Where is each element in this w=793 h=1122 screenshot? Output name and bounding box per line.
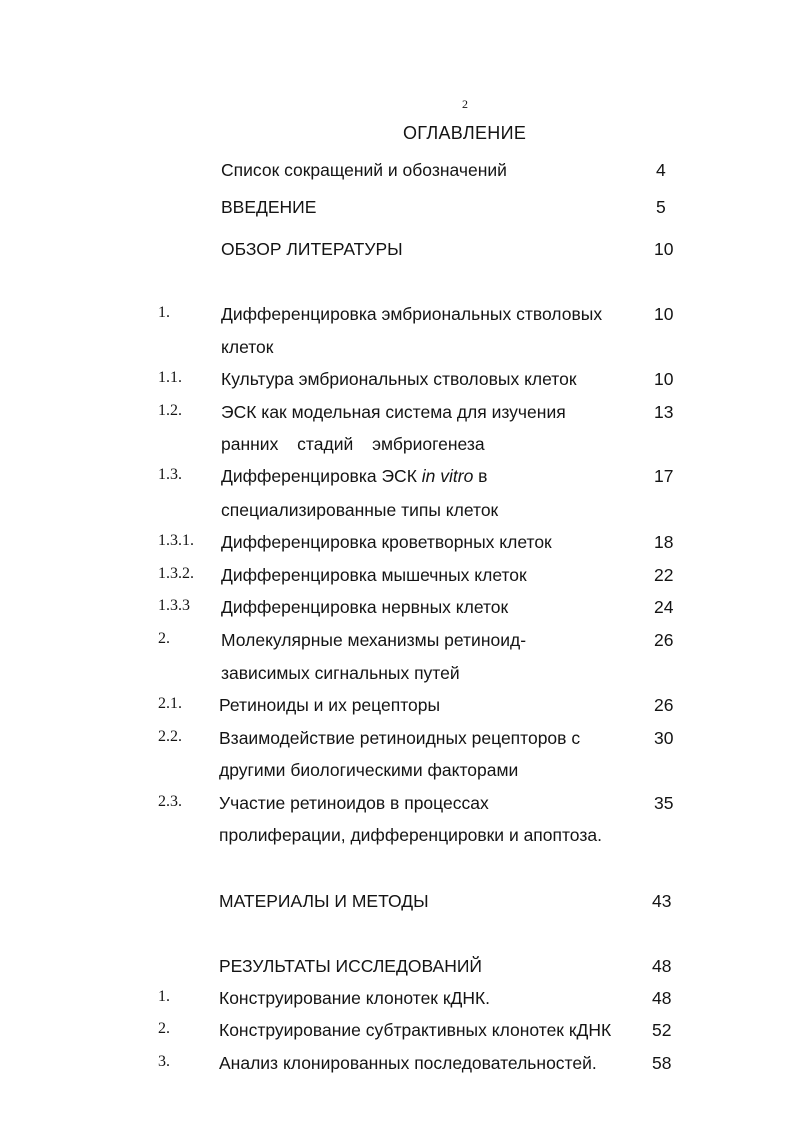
toc-entry-title-line2: пролиферации, дифференцировки и апоптоза. xyxy=(219,825,602,845)
toc-entry-title: Дифференцировка мышечных клеток xyxy=(221,565,527,585)
toc-entry-title-part: Дифференцировка ЭСК xyxy=(221,466,422,486)
toc-entry-number: 1.3.2. xyxy=(158,565,194,582)
toc-entry xyxy=(0,597,793,623)
toc-entry-page: 10 xyxy=(654,239,674,259)
toc-entry-continuation xyxy=(0,760,793,786)
toc-entry-page: 10 xyxy=(654,304,674,324)
toc-entry-number: 2. xyxy=(158,630,170,647)
toc-entry-title: РЕЗУЛЬТАТЫ ИССЛЕДОВАНИЙ xyxy=(219,956,482,976)
toc-entry xyxy=(0,304,793,330)
toc-entry xyxy=(0,466,793,492)
toc-entry xyxy=(0,197,793,223)
toc-entry-title-line2: клеток xyxy=(221,337,274,357)
toc-entry-title: ЭСК как модельная система для изучения xyxy=(221,402,566,422)
toc-entry-title-line2: специализированные типы клеток xyxy=(221,500,499,520)
toc-entry xyxy=(0,891,793,917)
toc-entry-number: 1.2. xyxy=(158,402,182,419)
toc-entry-title: Список сокращений и обозначений xyxy=(221,160,507,180)
toc-entry-page: 52 xyxy=(652,1020,672,1040)
toc-entry-title-italic: in vitro xyxy=(421,466,474,486)
toc-entry xyxy=(0,988,793,1014)
toc-entry-page: 13 xyxy=(654,402,674,422)
page-number: 2 xyxy=(462,97,468,111)
toc-entry-continuation xyxy=(0,500,793,526)
toc-entry-page: 58 xyxy=(652,1053,672,1073)
toc-entry-continuation xyxy=(0,337,793,363)
toc-entry-continuation xyxy=(0,663,793,689)
toc-entry-title: Участие ретиноидов в процессах xyxy=(219,793,489,813)
toc-entry-title: Ретиноиды и их рецепторы xyxy=(219,695,441,715)
toc-entry-title-line2: зависимых сигнальных путей xyxy=(221,663,460,683)
toc-entry-continuation xyxy=(0,434,793,460)
toc-entry xyxy=(0,728,793,754)
toc-heading: ОГЛАВЛЕНИЕ xyxy=(403,123,527,143)
toc-entry-page: 17 xyxy=(654,466,674,486)
toc-entry-number: 1.1. xyxy=(158,369,182,386)
toc-entry-title: Дифференцировка кроветворных клеток xyxy=(221,532,552,552)
toc-entry-number: 2.3. xyxy=(158,793,182,810)
toc-entry-page: 48 xyxy=(652,988,672,1008)
toc-entry xyxy=(0,239,793,265)
toc-entry-title: Анализ клонированных последовательностей. xyxy=(219,1053,597,1073)
toc-entry-number: 1.3. xyxy=(158,466,182,483)
toc-entry-number: 2.2. xyxy=(158,728,182,745)
toc-entry-title: МАТЕРИАЛЫ И МЕТОДЫ xyxy=(219,891,429,911)
toc-entry-page: 30 xyxy=(654,728,674,748)
toc-entry-title: ОБЗОР ЛИТЕРАТУРЫ xyxy=(221,239,403,259)
toc-entry-number: 2. xyxy=(158,1020,170,1037)
toc-entry-page: 24 xyxy=(654,597,674,617)
toc-entry-page: 26 xyxy=(654,695,674,715)
toc-entry xyxy=(0,630,793,656)
toc-entry-continuation xyxy=(0,825,793,851)
toc-entry-number: 1. xyxy=(158,988,170,1005)
toc-entry-page: 5 xyxy=(656,197,666,217)
toc-entry xyxy=(0,695,793,721)
toc-entry-title: Конструирование клонотек кДНК. xyxy=(219,988,491,1008)
toc-entry-title: Конструирование субтрактивных клонотек кДНК xyxy=(219,1020,612,1040)
toc-entry-page: 22 xyxy=(654,565,674,585)
toc-entry-title-line2: другими биологическими факторами xyxy=(219,760,519,780)
toc-entry-number: 2.1. xyxy=(158,695,182,712)
toc-entry-title: Молекулярные механизмы ретиноид- xyxy=(221,630,527,650)
toc-entry-title: Культура эмбриональных стволовых клеток xyxy=(221,369,577,389)
toc-entry-page: 43 xyxy=(652,891,672,911)
toc-entry xyxy=(0,160,793,186)
toc-entry-title: Взаимодействие ретиноидных рецепторов с xyxy=(219,728,581,748)
toc-entry-page: 26 xyxy=(654,630,674,650)
toc-entry-number: 1.3.3 xyxy=(158,597,190,614)
toc-entry-page: 18 xyxy=(654,532,674,552)
toc-entry-title: Дифференцировка эмбриональных стволовых xyxy=(221,304,603,324)
toc-entry-title: Дифференцировка нервных клеток xyxy=(221,597,509,617)
toc-entry xyxy=(0,369,793,395)
toc-entry-title-line2: ранних стадий эмбриогенеза xyxy=(221,434,485,454)
toc-entry xyxy=(0,793,793,819)
toc-entry xyxy=(0,956,793,982)
toc-entry-page: 4 xyxy=(656,160,666,180)
toc-entry-number: 1. xyxy=(158,304,170,321)
toc-entry-number: 3. xyxy=(158,1053,170,1070)
toc-entry-page: 35 xyxy=(654,793,674,813)
toc-entry-title-part: в xyxy=(473,466,488,486)
toc-entry xyxy=(0,565,793,591)
toc-entry xyxy=(0,532,793,558)
toc-entry xyxy=(0,1053,793,1079)
toc-entry-title xyxy=(221,466,487,487)
toc-entry-number: 1.3.1. xyxy=(158,532,194,549)
toc-entry-page: 10 xyxy=(654,369,674,389)
toc-entry-title: ВВЕДЕНИЕ xyxy=(221,197,317,217)
toc-entry xyxy=(0,402,793,428)
toc-entry xyxy=(0,1020,793,1046)
toc-entry-page: 48 xyxy=(652,956,672,976)
